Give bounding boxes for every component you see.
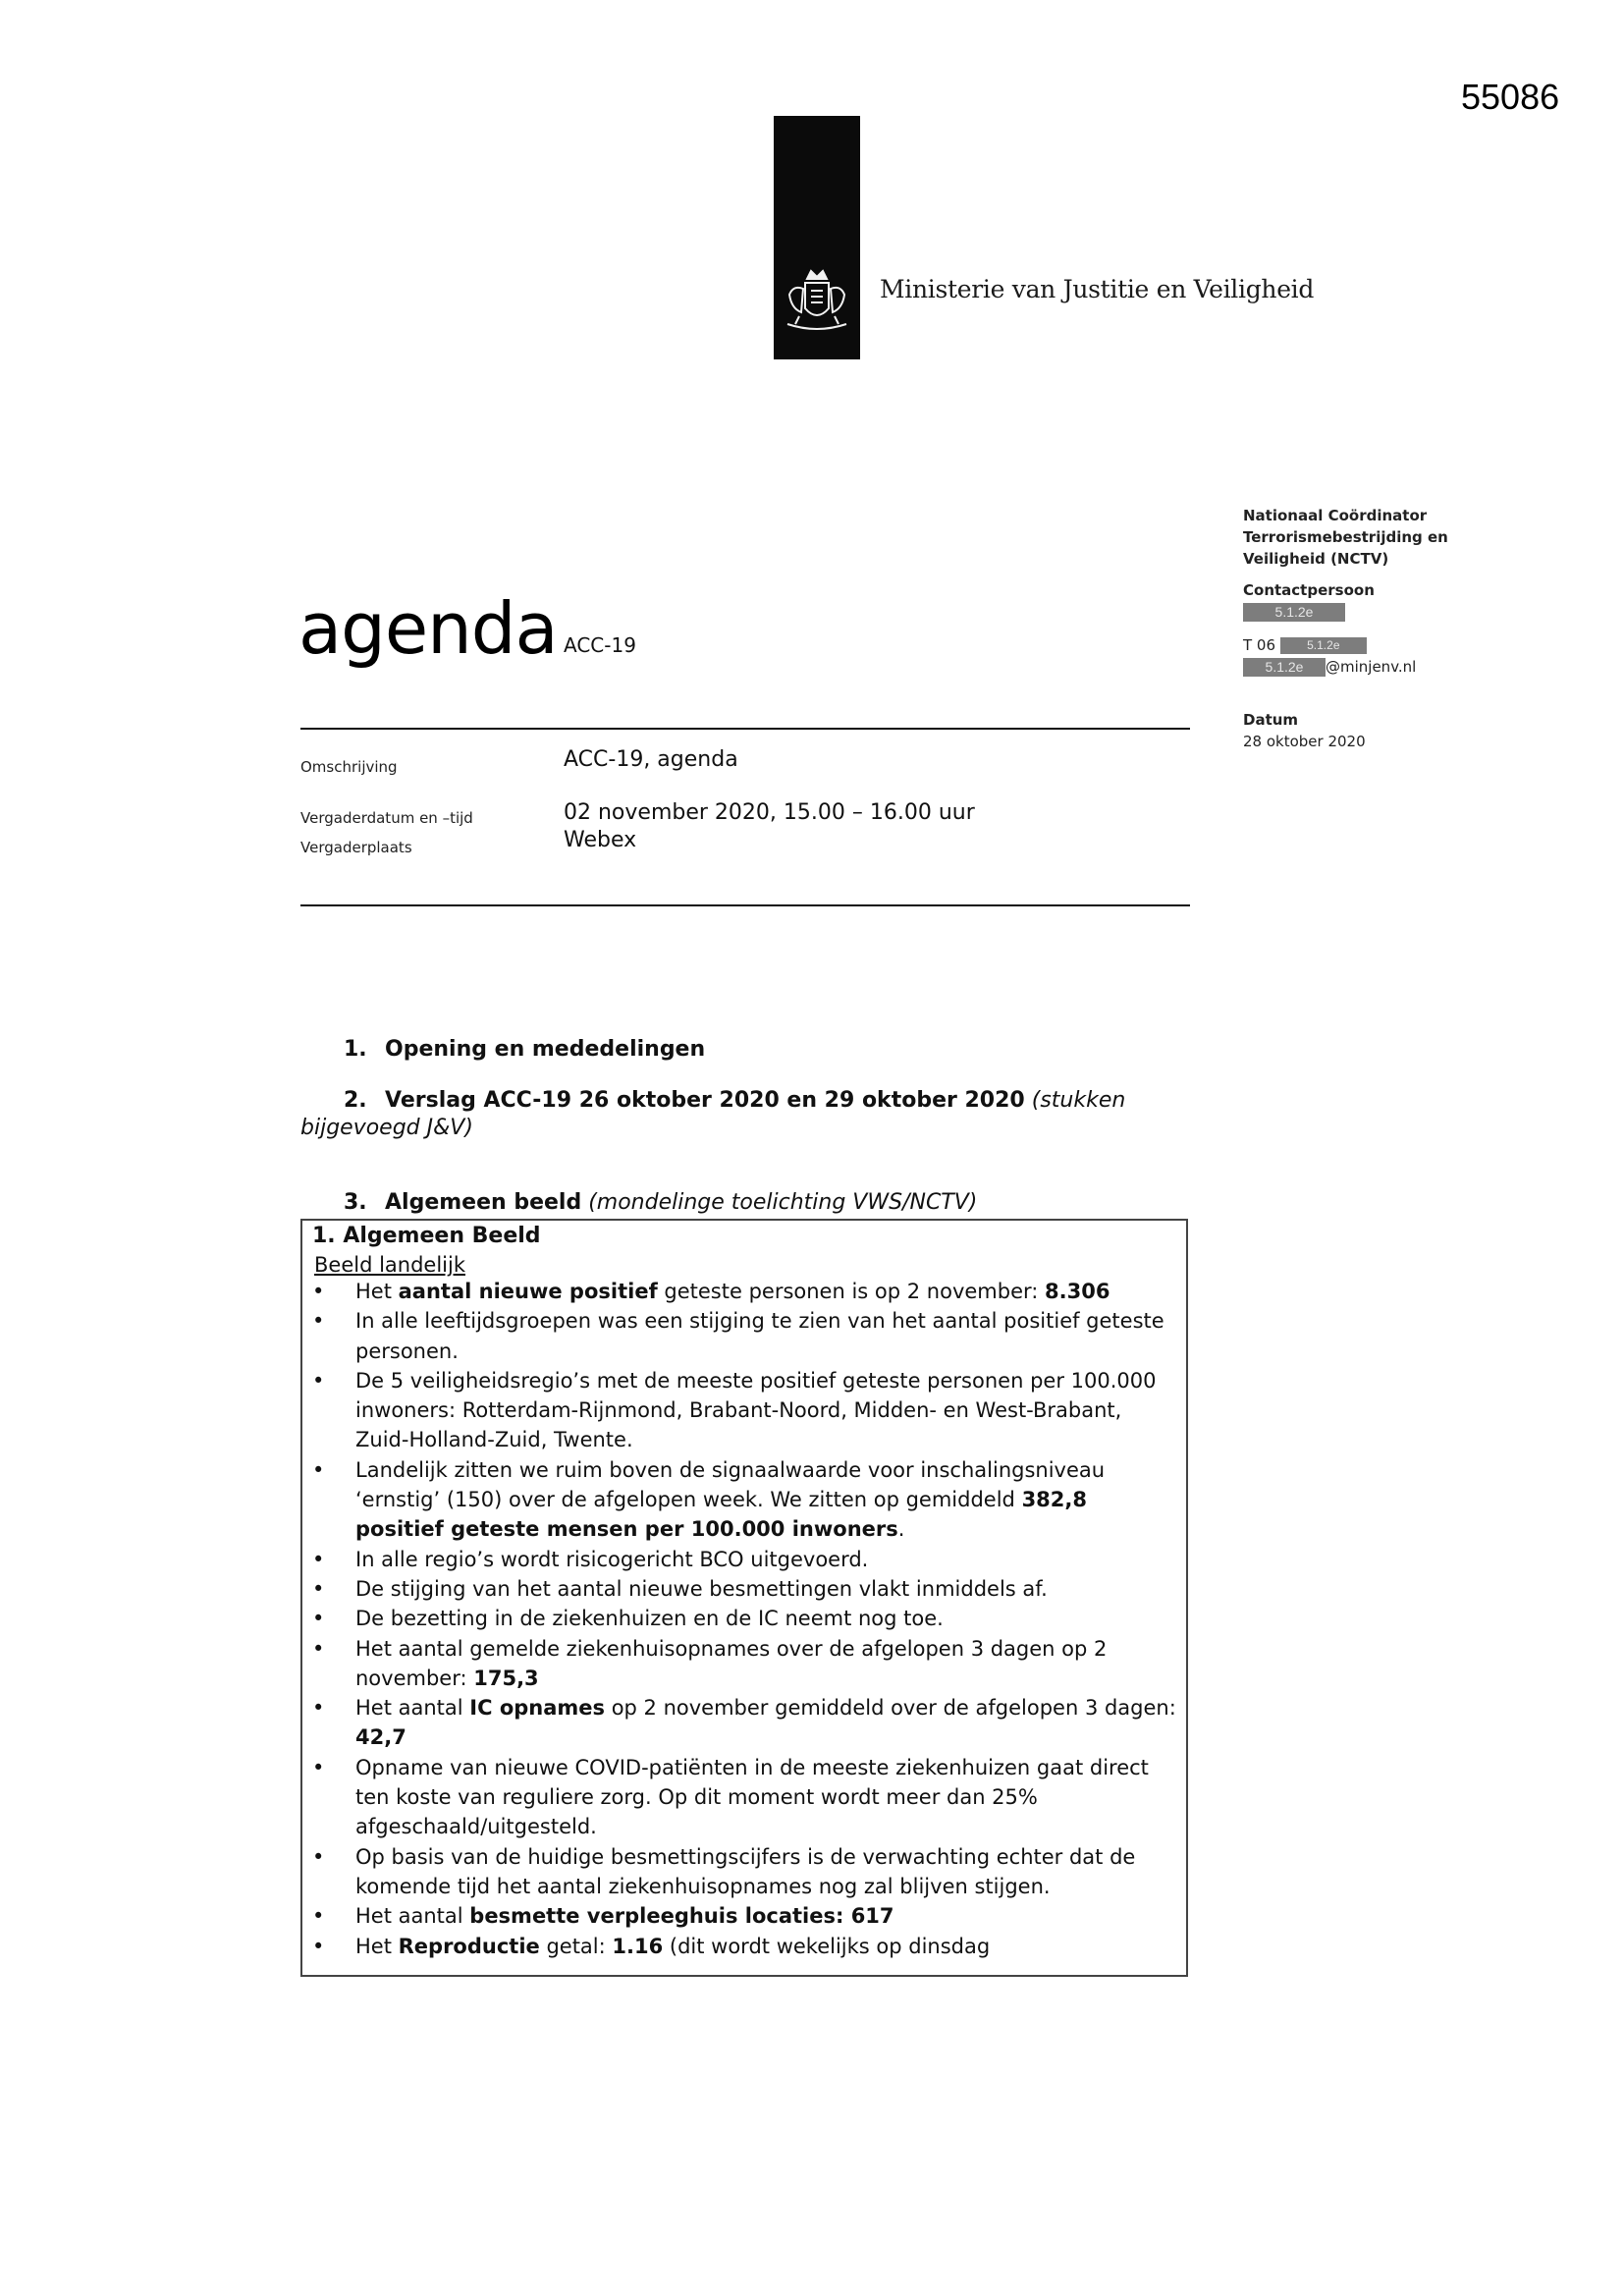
email-redaction: 5.1.2e [1243, 658, 1326, 677]
place-value: Webex [564, 828, 637, 852]
contact-name-redaction: 5.1.2e [1243, 601, 1345, 623]
date-label: Datum [1243, 711, 1299, 729]
document-title: agenda [298, 587, 558, 670]
list-item: • Het aantal gemelde ziekenhuisopnames over de afgelopen 3 dagen op 2 november: 175,3 [312, 1634, 1176, 1694]
agenda-item-2-note: bijgevoegd J&V) [300, 1116, 473, 1140]
divider-top [300, 728, 1190, 730]
box-heading: 1. Algemeen Beeld [312, 1224, 541, 1248]
phone-redaction: 5.1.2e [1280, 637, 1367, 654]
ministry-name: Ministerie van Justitie en Veiligheid [880, 275, 1315, 303]
government-logo [774, 116, 860, 359]
description-value: ACC-19, agenda [564, 747, 738, 772]
place-label: Vergaderplaats [300, 839, 412, 856]
list-item: • In alle regio’s wordt risicogericht BCO uitgevoerd. [312, 1545, 1176, 1574]
list-item: • De 5 veiligheidsregio’s met de meeste positief geteste personen per 100.000 inwoners: Rotterdam-Rijnmond, Brabant-Noord, Midden- en West-Brabant, Zuid-Holland-Zuid, Twente. [312, 1366, 1176, 1455]
agenda-item-1: 1. Opening en mededelingen [344, 1037, 706, 1062]
document-subtitle: ACC-19 [564, 633, 636, 657]
list-item: • Opname van nieuwe COVID-patiënten in de meeste ziekenhuizen gaat direct ten koste van reguliere zorg. Op dit moment wordt meer dan 25% afgeschaald/uitgesteld. [312, 1753, 1176, 1842]
contact-email: 5.1.2e @minjenv.nl [1243, 656, 1416, 678]
list-item: • Het aantal IC opnames op 2 november gemiddeld over de afgelopen 3 dagen: 42,7 [312, 1693, 1176, 1753]
list-item: • Het Reproductie getal: 1.16 (dit wordt wekelijks op dinsdag [312, 1932, 1176, 1961]
list-item: • Het aantal nieuwe positief geteste personen is op 2 november: 8.306 [312, 1277, 1176, 1306]
description-label: Omschrijving [300, 758, 398, 776]
sidebar-organization [1243, 505, 1448, 570]
date-value: 28 oktober 2020 [1243, 733, 1366, 750]
agenda-item-3: 3. Algemeen beeld (mondelinge toelichting VWS/NCTV) [344, 1190, 978, 1215]
list-item: • In alle leeftijdsgroepen was een stijging te zien van het aantal positief geteste personen. [312, 1306, 1176, 1366]
list-item: • Landelijk zitten we ruim boven de signaalwaarde voor inschalingsniveau ‘ernstig’ (150) over de afgelopen week. We zitten op gemiddeld 382,8 positief geteste mensen per 100.000 inwoners. [312, 1455, 1176, 1545]
coat-of-arms-icon [778, 265, 856, 344]
list-item: • De bezetting in de ziekenhuizen en de IC neemt nog toe. [312, 1604, 1176, 1633]
org-line-2: Terrorismebestrijding en [1243, 528, 1448, 546]
list-item: • Op basis van de huidige besmettingscijfers is de verwachting echter dat de komende tijd het aantal ziekenhuisopnames nog zal blijven stijgen. [312, 1842, 1176, 1902]
agenda-item-2: 2. Verslag ACC-19 26 oktober 2020 en 29 oktober 2020 (stukken [344, 1088, 1126, 1113]
page-number: 55086 [1461, 77, 1560, 117]
situation-bullets [312, 1277, 1176, 1961]
datetime-value: 02 november 2020, 15.00 – 16.00 uur [564, 800, 975, 825]
date-block [1243, 709, 1366, 752]
org-line-1: Nationaal Coördinator [1243, 507, 1428, 524]
datetime-label: Vergaderdatum en –tijd [300, 809, 473, 827]
org-line-3: Veiligheid (NCTV) [1243, 550, 1389, 568]
list-item: • Het aantal besmette verpleeghuis locaties: 617 [312, 1901, 1176, 1931]
box-subheading: Beeld landelijk [314, 1253, 466, 1277]
contact-label: Contactpersoon [1243, 581, 1375, 599]
divider-bottom [300, 904, 1190, 906]
contact-phone: T 06 5.1.2e [1243, 634, 1367, 656]
list-item: • De stijging van het aantal nieuwe besmettingen vlakt inmiddels af. [312, 1574, 1176, 1604]
